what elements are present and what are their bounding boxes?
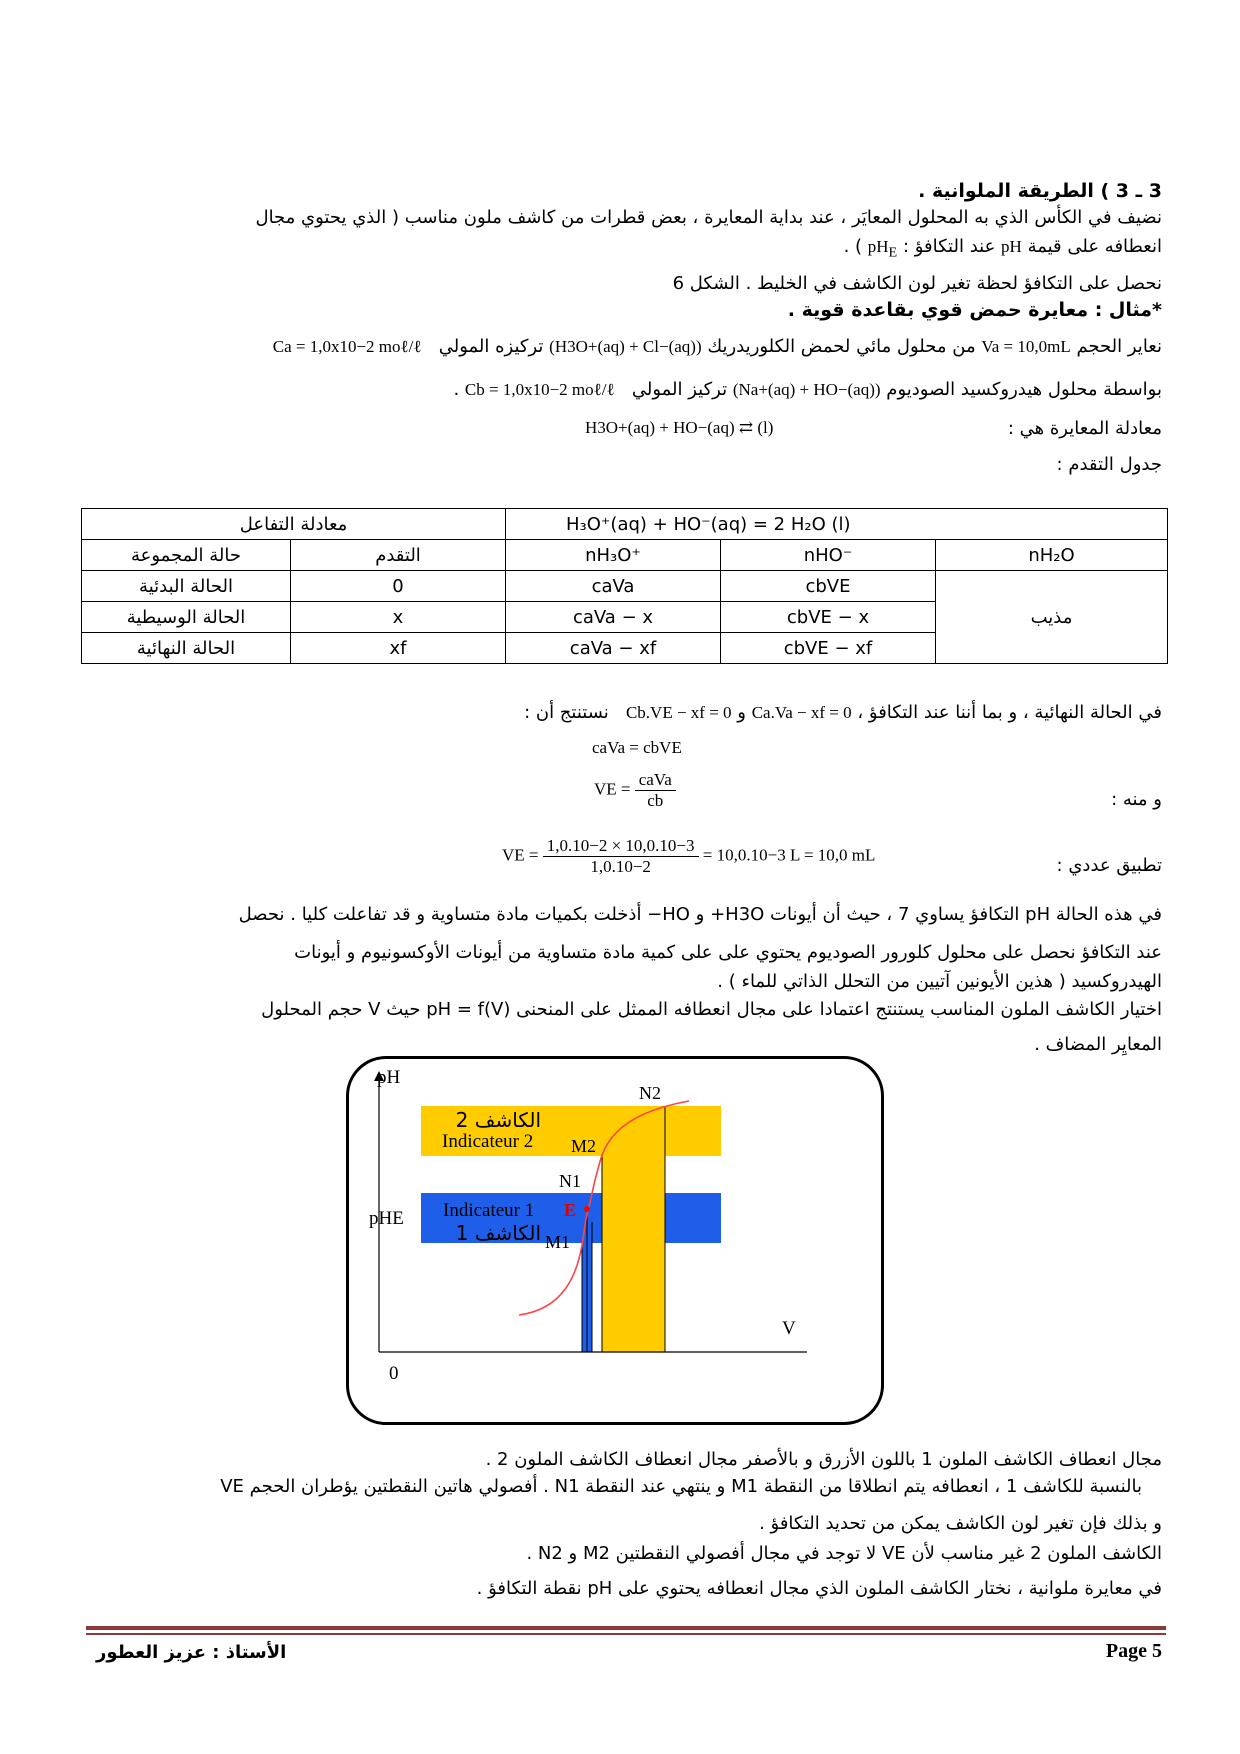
table-cell: caVa − x [506,602,721,633]
table-cell: cbVE [721,571,936,602]
paragraph-2: نحصل على التكافؤ لحظة تغير لون الكاشف في الخليط . الشكل 6 [672,273,1162,294]
table-cell: cbVE − x [721,602,936,633]
indicator-2-label: Indicateur 2 [442,1131,534,1152]
example-line-1: نعاير الحجم Va = 10,0mL من محلول مائي لحمض الكلوريدريك (H3O+(aq) + Cl−(aq)) تركيزه المولي Ca = 1,0x10−2 moℓ/ℓ [272,336,1162,357]
equivalence-point [584,1206,590,1212]
titration-equation-label: معادلة المعايرة هي : [1007,418,1162,439]
conclusion-line-2: بالنسبة للكاشف 1 ، انعطافه يتم انطلاقا من النقطة M1 و ينتهي عند النقطة N1 . أفصولي هاتين النقطتين يؤطران الحجم VE [220,1476,1142,1497]
indicator-2-arabic-label: الكاشف 2 [455,1108,541,1132]
numeric-application-label: تطبيق عددي : [1056,855,1162,876]
table-label: جدول التقدم : [1056,454,1162,475]
footer-rule [86,1626,1166,1630]
conclusion-line-5: في معايرة ملوانية ، نختار الكاشف الملون الذي مجال انعطافه يحتوي على pH نقطة التكافؤ . [476,1578,1162,1599]
conclusion-line-3: و بذلك فإن تغير لون الكاشف يمكن من تحديد التكافؤ . [759,1513,1162,1534]
footer-page-number: Page 5 [1105,1640,1162,1662]
x-axis-label: V [782,1318,796,1339]
table-header-advancement: التقدم [291,540,506,571]
table-cell: cbVE − xf [721,633,936,664]
indicator-1-label: Indicateur 1 [443,1200,535,1221]
table-cell: الحالة النهائية [82,633,291,664]
progress-table [81,508,1168,664]
indicator-figure [346,1056,884,1425]
origin-label: 0 [389,1363,399,1384]
example-title: *مثال : معايرة حمض قوي بقاعدة قوية . [787,299,1162,321]
paragraph-1-line-1: نضيف في الكأس الذي به المحلول المعايَر ، عند بداية المعايرة ، بعض قطرات من كاشف ملون مناسب ( الذي يحتوي مجال [255,207,1162,228]
table-header-n-h2o: nH₂O [936,540,1168,571]
point-m1-label: M1 [545,1232,571,1252]
ve-formula: VE = $\frac{\text{caVa}}{cb}$ [594,770,676,811]
paragraph-1-line-2: انعطافه على قيمة pH عند التكافؤ : $pH_E$ ) . [843,236,1162,261]
phe-label: pHE [369,1208,404,1229]
footer-rule-thin [86,1633,1166,1635]
point-e-label: E [564,1200,577,1220]
point-n1-label: N1 [559,1171,581,1191]
table-cell: xf [291,633,506,664]
conclusion-line-4: الكاشف الملون 2 غير مناسب لأن VE لا توجد في مجال أفصولي النقطتين M2 و N2 . [526,1543,1162,1564]
table-cell-solvent: مذيب [936,571,1168,664]
table-header-n-ho: nHO⁻ [721,540,936,571]
final-state-line: في الحالة النهائية ، و بما أننا عند التكافؤ ، Ca.Va − xf = 0 و Cb.VE − xf = 0 نستنتج أن : [524,702,1162,723]
section-title: 3 ـ 3 ) الطريقة الملوانية . [918,180,1162,202]
footer-teacher: الأستاذ : عزيز العطور [96,1642,287,1663]
label-therefore: و منه : [1111,789,1162,810]
example-line-2: بواسطة محلول هيدروكسيد الصوديوم (Na+(aq) + HO−(aq)) تركيز المولي Cb = 1,0x10−2 moℓ/ℓ . [453,379,1162,400]
table-cell: الحالة البدئية [82,571,291,602]
point-n2-label: N2 [639,1083,661,1103]
point-m2-label: M2 [571,1136,597,1156]
table-row [82,571,1168,602]
paragraph-4-line-2: المعايِر المضاف . [1034,1034,1162,1055]
table-cell: 0 [291,571,506,602]
numeric-application-formula: VE = $\frac{1,0.10-2 \times 10,0.10-3}{1,0.10-2}$ = 10,0.10−3 L = 10,0 mL [502,836,876,876]
table-header-n-h3o: nH₃O⁺ [506,540,721,571]
table-cell: x [291,602,506,633]
titration-equation: H3O+(aq) + HO−(aq) ⇄ (l) [585,418,774,437]
table-cell: الحالة الوسيطية [82,602,291,633]
table-header-equation: معادلة التفاعل [82,509,506,540]
table-cell: caVa [506,571,721,602]
table-header-reaction: H₃O⁺(aq) + HO⁻(aq) = 2 H₂O (l) [506,509,1168,540]
y-axis-label: pH [377,1067,401,1088]
table-header-state: حالة المجموعة [82,540,291,571]
paragraph-3-line-2: عند التكافؤ نحصل على محلول كلورور الصوديوم يحتوي على على كمية مادة متساوية من أيونات الأوكسونيوم و أيونات [294,942,1162,963]
paragraph-4-line-1: اختيار الكاشف الملون المناسب يستنتج اعتمادا على مجال انعطافه الممثل على المنحنى pH = f(V) حيث V حجم المحلول [261,999,1162,1020]
paragraph-3-line-3: الهيدروكسيد ( هذين الأيونين آتيين من التحلل الذاتي للماء ) . [717,971,1162,992]
table-cell: caVa − xf [506,633,721,664]
indicator-2-volume-range [602,1155,665,1352]
indicator-figure-svg [349,1059,881,1422]
paragraph-3-line-1: في هذه الحالة pH التكافؤ يساوي 7 ، حيث أن أيونات H3O+ و HO− أذخلت بكميات مادة متساوية و قد تفاعلت كليا . نحصل [238,904,1162,925]
conclusion-line-1: مجال انعطاف الكاشف الملون 1 باللون الأزرق و بالأصفر مجال انعطاف الكاشف الملون 2 . [485,1449,1162,1470]
equality-cava-cbve: caVa = cbVE [592,738,682,757]
indicator-1-arabic-label: الكاشف 1 [455,1221,541,1245]
